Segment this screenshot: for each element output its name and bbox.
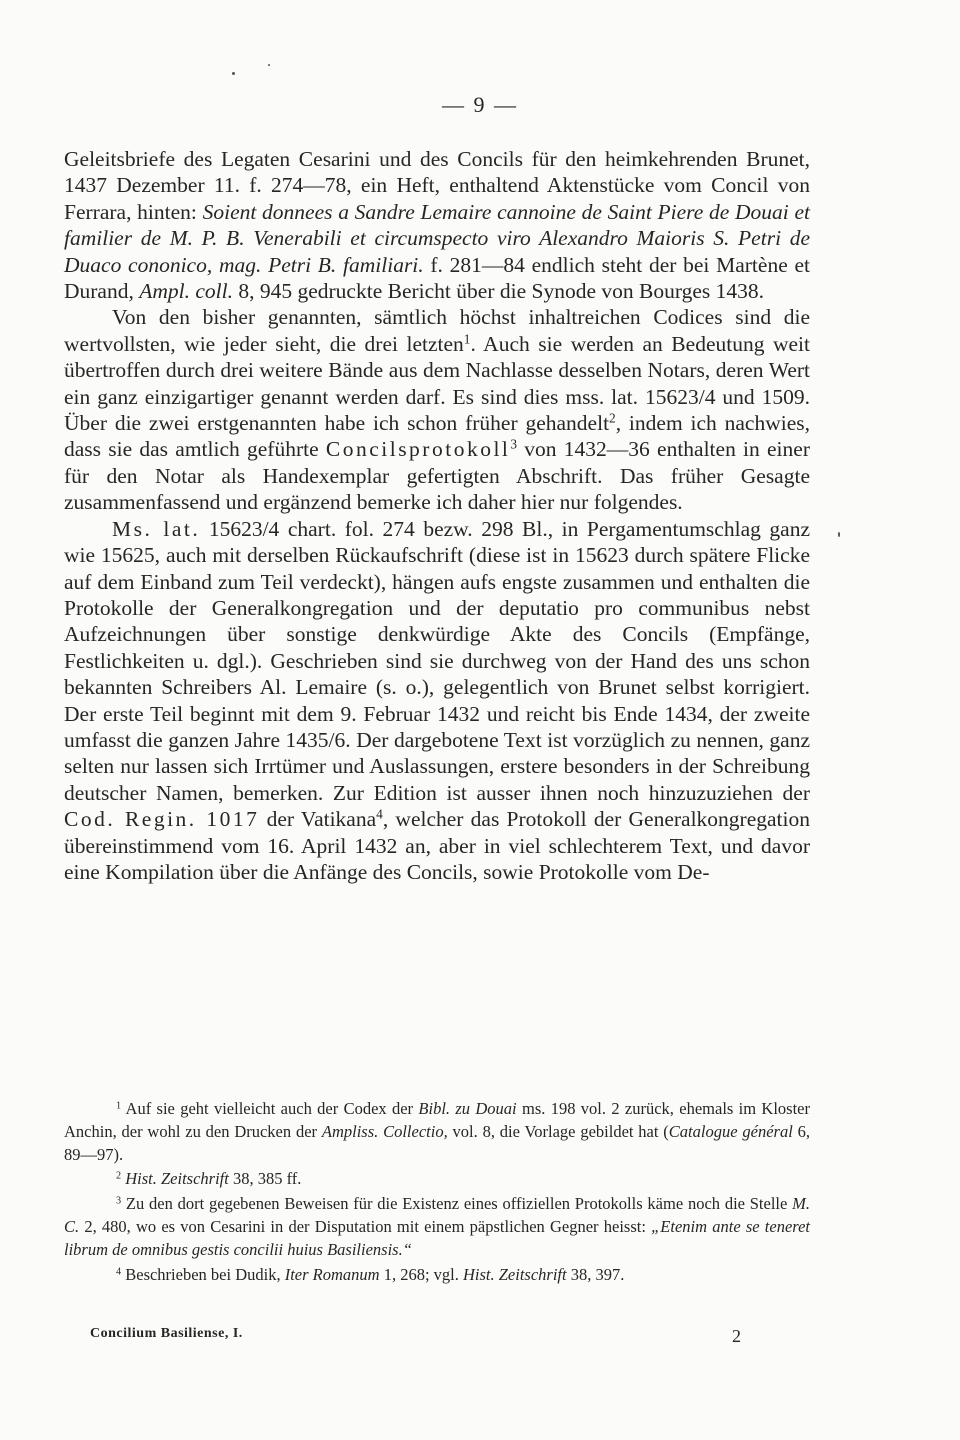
footnote-2 (64, 1168, 810, 1191)
footnotes (64, 1098, 810, 1288)
text-run: 1, 268; vgl. (379, 1264, 463, 1284)
text-run: 6, 89—97). (64, 1121, 810, 1164)
footnote-1 (64, 1098, 810, 1166)
footnote-3 (64, 1193, 810, 1261)
italic-run: Catalogue général (668, 1121, 793, 1141)
text-run: , welcher das Protokoll der Generalkongregation übereinstimmend vom 16. April 1432 an, aber in viel schlechterem Text, und davor eine Kompilation über die Anfänge des Concils, sowie Protokolle vom De- (64, 807, 810, 884)
text-run: Beschrieben bei Dudik, (121, 1264, 285, 1284)
footnote-ref: 1 (463, 331, 471, 347)
text-run: ms. 198 vol. 2 zurück, ehemals im Kloster Anchin, der wohl zu den Drucken der (64, 1099, 811, 1141)
print-speck (268, 64, 270, 66)
footnote-ref: 4 (376, 806, 383, 822)
text-run: Geleitsbriefe des Legaten Cesarini und des Concils für den heimkehrenden Brunet, 1437 Dezember 11. f. 274—78, ein Heft, enthaltend Aktenstücke vom Concil von Ferrara, hinten: (64, 147, 810, 224)
footnote-ref: 3 (510, 437, 518, 453)
text-run: Auf sie geht vielleicht auch der Codex der (121, 1099, 419, 1118)
spaced-run: Ms. lat. (112, 516, 201, 541)
spaced-run: Cod. Regin. 1017 (64, 807, 260, 832)
footnote-number: 3 (116, 1195, 122, 1207)
italic-run: Ampliss. Collectio, (321, 1121, 448, 1141)
footnote-number: 2 (116, 1170, 122, 1182)
text-run: f. 281—84 endlich steht der bei Martène et Durand, (64, 252, 810, 304)
italic-run: Hist. Zeitschrift (125, 1169, 229, 1189)
italic-run: Ampl. coll. (139, 279, 233, 304)
italic-run: M. C. (64, 1194, 810, 1236)
main-text (64, 146, 810, 885)
spaced-run: Concilsprotokoll (325, 437, 511, 462)
text-run: 8, 945 gedruckte Bericht über die Synode von Bourges 1438. (232, 279, 765, 304)
italic-run: Hist. Zeitschrift (462, 1264, 567, 1284)
italic-run: „Etenim ante se teneret librum de omnibus gestis concilii huius Basiliensis.“ (64, 1216, 810, 1259)
paragraph-1 (64, 146, 810, 304)
text-run: 15623/4 chart. fol. 274 bezw. 298 Bl., in Pergamentumschlag ganz wie 15625, auch mit derselben Rückaufschrift (diese ist in 15623 durch spätere Flicke auf dem Einband zum Teil verdeckt), hängen aufs engste zusammen und enthalten die Protokolle der Generalkongregation und der deputatio pro communibus nebst Aufzeichnungen über sonstige denkwürdige Akte des Concils (Empfänge, Festlichkeiten u. dgl.). Geschrieben sind sie durchweg von der Hand des uns schon bekannten Schreibers Al. Lemaire (s. o.), gelegentlich von Brunet selbst korrigiert. Der erste Teil beginnt mit dem 9. Februar 1432 und reicht bis Ende 1434, der zweite umfasst die ganzen Jahre 1435/6. Der dargebotene Text ist vorzüglich zu nennen, ganz selten nur lassen sich Irrtümer und Auslassungen, erstere besonders in der Schreibung deutscher Namen, bemerken. Zur Edition ist ausser ihnen noch hinzuzuziehen der (64, 516, 810, 805)
text-run: , indem ich nachwies, dass sie das amtlich geführte (64, 411, 810, 462)
text-run: . Auch sie werden an Bedeutung weit übertroffen durch drei weitere Bände aus dem Nachlasse desselben Notars, deren Wert ein ganz einzigartiger genannt werden darf. Es sind dies mss. lat. 15623/4 und 1509. Über die zwei erstgenannten habe ich schon früher gehandelt (64, 331, 810, 436)
italic-run: Soient donnees a Sandre Lemaire cannoine de Saint Piere de Douai et familier de M. P. B. Venerabili et circumspecto viro Alexandro Maioris S. Petri de Duaco cononico, mag. Petri B. familiari. (64, 199, 810, 277)
text-run: 38, 397. (566, 1264, 625, 1284)
text-run: Zu den dort gegebenen Beweisen für die Existenz eines offiziellen Protokolls käme noch die Stelle (121, 1194, 793, 1214)
text-run: Von den bisher genannten, sämtlich höchst inhaltreichen Codices sind die wertvollsten, wie jeder sieht, die drei letzten (64, 305, 810, 356)
italic-run: Iter Romanum (284, 1264, 380, 1284)
page-number: — 9 — (442, 92, 518, 117)
footnote-4 (64, 1264, 810, 1287)
print-speck (838, 532, 840, 537)
text-run: vol. 8, die Vorlage gebildet hat ( (447, 1121, 669, 1141)
text-run: der Vatikana (259, 807, 377, 832)
text-run: 2, 480, wo es von Cesarini in der Disputation mit einem päpstlichen Gegner heisst: (79, 1216, 652, 1236)
text-run: von 1432—36 enthalten in einer für den Notar als Handexemplar gefertigten Abschrift. Das früher Gesagte zusammenfassend und ergänzend bemerke ich daher hier nur folgendes. (64, 437, 810, 515)
print-speck (232, 72, 235, 75)
footnote-number: 4 (116, 1265, 122, 1277)
text-run: 38, 385 ff. (228, 1169, 302, 1189)
italic-run: Bibl. zu Douai (418, 1099, 517, 1118)
footnote-number: 1 (116, 1100, 122, 1112)
paragraph-3 (64, 516, 810, 886)
footnote-ref: 2 (609, 410, 616, 426)
signature-mark: Concilium Basiliense, I. (90, 1326, 243, 1341)
signature-number: 2 (732, 1326, 741, 1346)
paragraph-2 (64, 304, 810, 515)
